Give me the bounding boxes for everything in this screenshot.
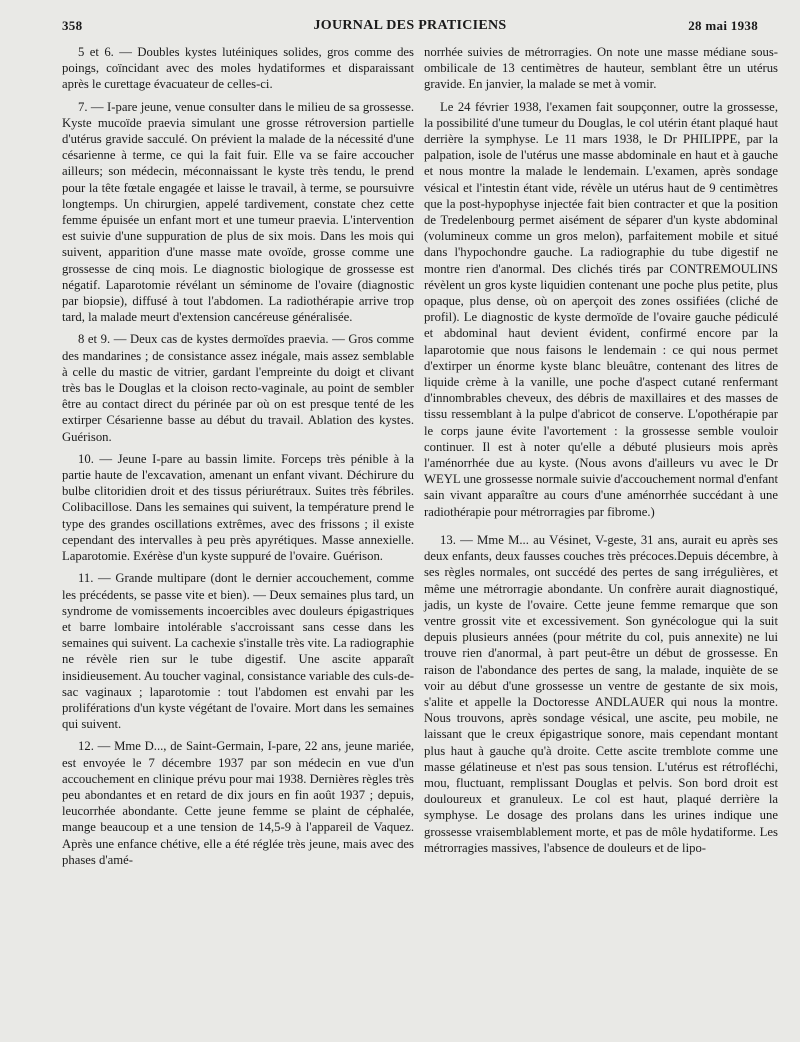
paragraph-cases-5-6: 5 et 6. — Doubles kystes lutéiniques solides, gros comme des poings, coïncidant avec des moles hydatiformes et disparaissant après le curettage évacuateur de celles-ci. (62, 45, 414, 92)
right-column (424, 44, 778, 856)
page-number: 358 (62, 18, 83, 33)
issue-date: 28 mai 1938 (688, 18, 758, 33)
paragraph-case-12-exam: Le 24 février 1938, l'examen fait soupçonner, outre la grossesse, la possibilité d'une tumeur du Douglas, le col utérin étant plaqué haut derrière la symphyse. Le 11 mars 1938, le Dr PHILIPPE, par la palpation, isole de l'utérus une masse abdominale en haut et à gauche et nous montre la malade le lendemain. L'examen, après sondage vésical et l'intestin étant vide, révèle un utérus haut de 9 centimètres que la post-hypophyse injectée fait bien contracter et que la position de Tredelenbourg permet aisément de séparer d'un kyste abdominal (volumineux comme un gros melon), parfaitement mobile et situé dans l'hypochondre gauche. La radiographie du tube digestif ne montre rien d'anormal. Des clichés tirés par CONTREMOULINS révèlent un gros kyste liquidien contenant une poche plus petite, plus opaque, plus dense, où on aperçoit des zones ossifiées (cliché de profil). Le diagnostic de kyste dermoïde de l'ovaire gauche pédiculé et abdominal haut devient évident, confirmé encore par la laparotomie que nous faisons le lendemain : ce qui nous permet d'extirper un énorme kyste blanc bleuâtre, contenant des litres de liquide crème à la vanille, une poche d'aspect cutané renfermant d'innombrables cheveux, des débris de maxillaires et des masses de tissu ressemblant à la pulpe d'abricot de conserve. L'opothérapie par le corps jaune évite l'avortement : la grossesse semble vouloir continuer. Il est à noter qu'elle a débuté plusieurs mois après l'aménorrhée due au kyste. (Nous avons d'ailleurs vu avec le Dr WEYL une grossesse normale suivie d'accouchement normal d'enfant sain vivant apparaître au cours d'une aménorrhée succédant à une radiothérapie pour métrorragies par fibrome.) (424, 99, 778, 519)
paragraph-case-12: 12. — Mme D..., de Saint-Germain, I-pare, 22 ans, jeune mariée, est envoyée le 7 décembre 1937 par son médecin en vue d'un accouchement en clinique prévu pour mai 1938. Dernières règles très peu abondantes et en retard de dix jours en fin août 1937 ; depuis, leucorrhée abondante. Cette jeune femme se plaint de céphalée, mange beaucoup et a une tension de 14,5-9 à l'appareil de Vaquez. Après une enfance chétive, elle a été réglée très jeune, mais avec des phases d'amé- (62, 739, 414, 867)
paragraph-case-11: 11. — Grande multipare (dont le dernier accouchement, comme les précédents, se passe vite et bien). — Deux semaines plus tard, un syndrome de vomissements incoercibles avec douleurs épigastriques et barre lombaire intolérable s'accroissant sans cesse dans les semaines qui suivent. La cachexie s'installe très vite. La radiographie ne révèle rien sur le tube digestif. Une ascite apparaît insidieusement. Au toucher vaginal, consistance variable des culs-de-sac vaginaux ; laparotomie : tout l'abdomen est envahi par les proliférations d'un kyste végétant de l'ovaire. Mort dans les semaines qui suivent. (62, 571, 414, 732)
left-column (62, 44, 414, 868)
paragraph-case-13: 13. — Mme M... au Vésinet, V-geste, 31 ans, aurait eu après ses deux enfants, deux fausses couches très précoces.Depuis décembre, à ses règles normales, ont succédé des pertes de sang irrégulières, et même une métrorragie abondante. Un confrère aurait diagnostiqué, jadis, un kyste de l'ovaire. Cette jeune femme remarque que son ventre grossit vite et excessivement. Son gynécologue qui la suit depuis plusieurs années (pour métrite du col, puis annexite) ne lui trouve rien d'anormal, à part peut-être un début de grossesse. En raison de l'abondance des pertes de sang, la malade, inquiète de se voir au début d'une grossesse un ventre de gestante de six mois, s'alite et appelle la Doctoresse ANDLAUER qui nous la montre. Nous trouvons, après sondage vésical, une ascite, peu mobile, ne laissant que le creux épigastrique sonore, mais cependant montant plus haut à gauche qu'à droite. Cette ascite tremblote comme une masse gélatineuse et n'est pas sous tension. L'utérus est rétrofléchi, mou, fluctuant, remplissant Douglas et pelvis. Son bord droit est douloureux et granuleux. Le col est haut, plaqué derrière la symphyse. Le dosage des prolans dans les urines indique une grossesse vraisemblablement morte, et pas de môle hydatiforme. Les métrorragies massives, l'absence de douleurs et de lipo- (424, 532, 778, 855)
journal-title: JOURNAL DES PRATICIENS (313, 18, 507, 33)
paragraph-case-7: 7. — I-pare jeune, venue consulter dans le milieu de sa grossesse. Kyste mucoïde praevia simulant une grosse rétroversion partielle d'utérus gravide sacculé. On prévient la malade de la nécessité d'une césarienne à terme, ce qui la fait fuir. Elle va se faire accoucher ailleurs; son médecin, méconnaissant le kyste très tendu, le prend pour la tête fœtale engagée et laisse le travail, à terme, se poursuivre longtemps. Un chirurgien, appelé tardivement, constate chez cette femme épuisée un enfant mort et une tumeur praevia. L'intervention est suivie d'une suppuration de plus de six mois. Dans les mois qui suivent, apparition d'une masse mate ovoïde, grosse comme une grossesse de cinq mois. Le diagnostic biologique de grossesse est négatif. Laparotomie révélant un séminome de l'ovaire (diagnostic par biopsie), diffusé à tout l'abdomen. La radiothérapie arrive trop tard, la malade meurt d'extension cancéreuse généralisée. (62, 99, 414, 325)
paragraph-case-10: 10. — Jeune I-pare au bassin limite. Forceps très pénible à la partie haute de l'excavation, amenant un enfant vivant. Déchirure du bulbe clitoridien droit et des tissus périurétraux. Suites très fébriles. Colibacillose. Dans les semaines qui suivent, la température prend le type des grandes oscillations extrêmes, avec des frissons ; il existe cependant des intervalles à peu près apyrétiques. Masse annexielle. Laparotomie. Exérèse d'un kyste suppuré de l'ovaire. Guérison. (62, 451, 414, 564)
running-header (62, 14, 758, 38)
paragraph-case-12-continued: norrhée suivies de métrorragies. On note une masse médiane sous-ombilicale de 13 centimètres de hauteur, semblant être un utérus gravide. En janvier, la malade se met à vomir. (424, 45, 778, 92)
paragraph-cases-8-9: 8 et 9. — Deux cas de kystes dermoïdes praevia. — Gros comme des mandarines ; de consistance assez inégale, mais assez semblable à celle du mastic de vitrier, gardant l'empreinte du doigt et clivant très bas le Douglas et la cloison recto-vaginale, au point de sembler être au contact direct du périnée par où on est presque tenté de les extirper Césarienne basse au début du travail. Ablation des kystes. Guérison. (62, 332, 414, 444)
